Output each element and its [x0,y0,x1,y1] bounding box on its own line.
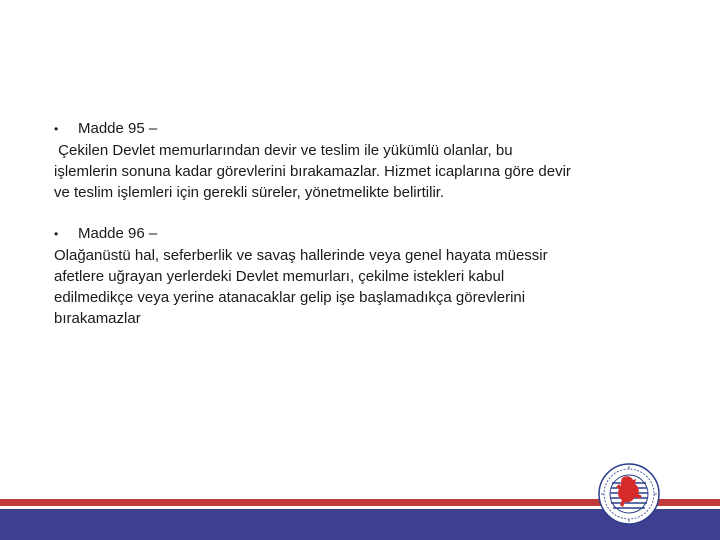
bullet-icon: • [54,122,59,136]
article-96-line-4: bırakamazlar [54,310,141,327]
article-95 [54,118,674,203]
article-96-line-3: edilmedikçe veya yerine atanacaklar gelip işe başlamadıkça görevlerini [54,289,526,306]
university-seal-icon [598,463,660,525]
article-95-heading: Madde 95 – [78,120,158,137]
slide-content [54,118,674,329]
article-96 [54,223,674,329]
article-96-line-2: afetlere uğrayan yerlerdeki Devlet memurları, çekilme istekleri kabul [54,268,505,285]
article-96-heading: Madde 96 – [78,225,158,242]
article-96-heading-row [54,223,674,245]
article-95-line-3: ve teslim işlemleri için gerekli süreler, yönetmelikte belirtilir. [54,184,445,201]
article-95-line-1: Çekilen Devlet memurlarından devir ve teslim ile yükümlü olanlar, bu [54,142,513,159]
article-95-heading-row [54,118,674,140]
article-95-line-2: işlemlerin sonuna kadar görevlerini bırakamazlar. Hizmet icaplarına göre devir [54,163,571,180]
bullet-icon: • [54,227,59,241]
article-96-line-1: Olağanüstü hal, seferberlik ve savaş hallerinde veya genel hayata müessir [54,247,548,264]
